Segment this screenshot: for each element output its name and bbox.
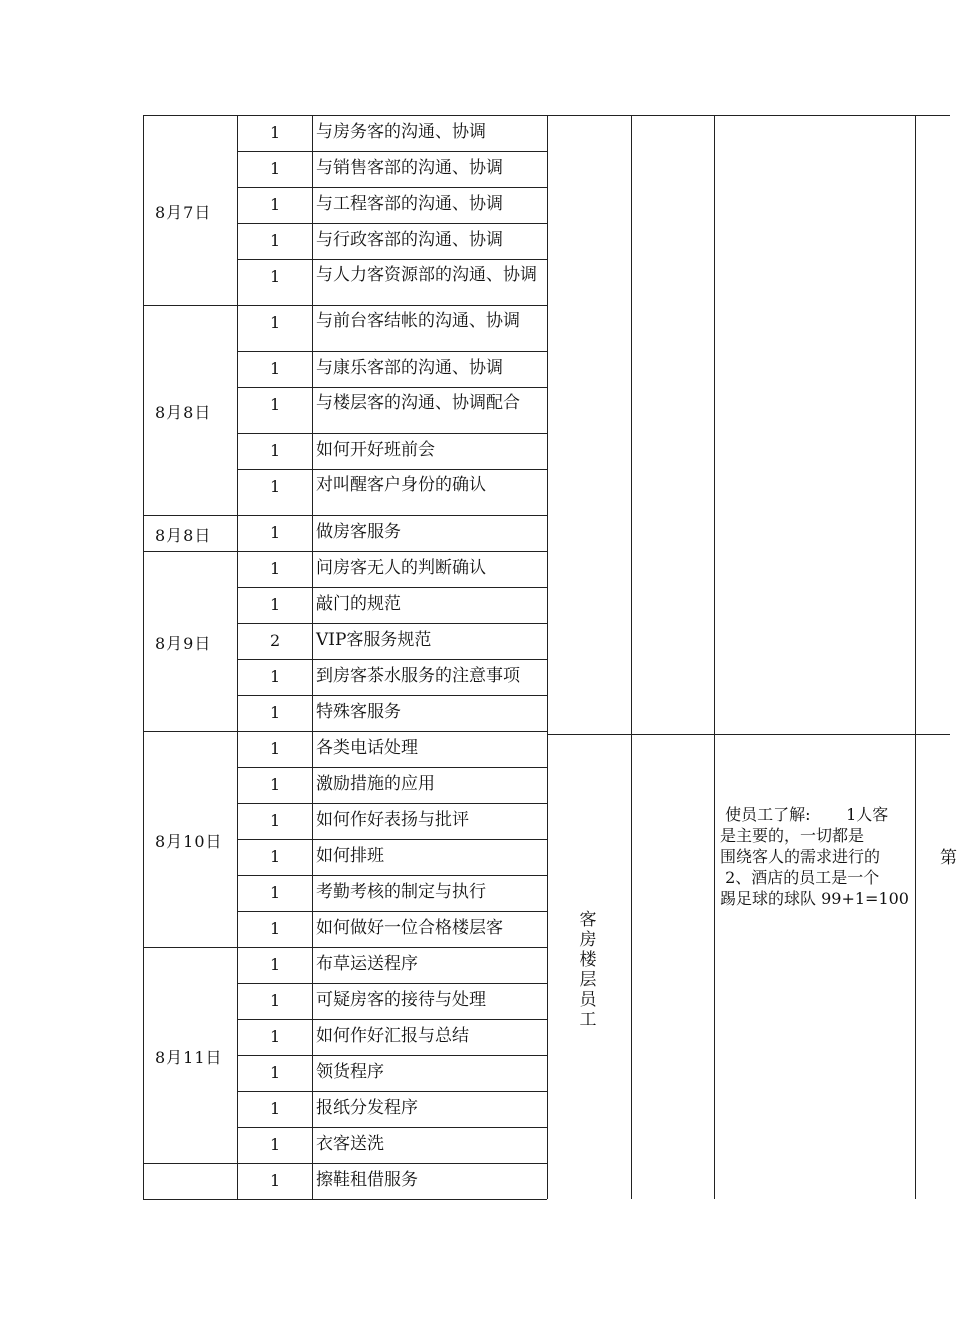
date-cell: 8月8日	[155, 403, 212, 422]
grid-line	[237, 551, 547, 552]
hours-cell: 1	[270, 667, 281, 686]
grid-line	[547, 734, 950, 735]
grid-line	[237, 983, 547, 984]
grid-line	[237, 803, 547, 804]
objective-line-3: 围绕客人的需求进行的	[720, 847, 881, 866]
grid-line	[237, 1163, 547, 1164]
grid-line	[237, 115, 238, 1199]
hours-cell: 1	[270, 883, 281, 902]
topic-cell: 敲门的规范	[316, 594, 401, 614]
objective-line-2: 是主要的，一切都是	[720, 826, 865, 845]
grid-line	[143, 1199, 547, 1200]
hours-cell: 1	[270, 1171, 281, 1190]
hours-cell: 2	[270, 631, 281, 650]
hours-cell: 1	[270, 267, 281, 286]
topic-cell: 如何排班	[316, 846, 384, 866]
date-cell: 8月10日	[155, 832, 223, 851]
grid-line	[237, 767, 547, 768]
grid-line	[312, 115, 313, 1199]
grid-line	[237, 1127, 547, 1128]
hours-cell: 1	[270, 955, 281, 974]
topic-cell: 特殊客服务	[316, 702, 401, 722]
hours-cell: 1	[270, 811, 281, 830]
topic-cell: 领货程序	[316, 1062, 384, 1082]
grid-line	[915, 115, 916, 1199]
grid-line	[143, 305, 237, 306]
hours-cell: 1	[270, 739, 281, 758]
topic-cell: 做房客服务	[316, 522, 401, 542]
hours-cell: 1	[270, 159, 281, 178]
hours-cell: 1	[270, 195, 281, 214]
date-cell: 8月9日	[155, 634, 212, 653]
hours-cell: 1	[270, 441, 281, 460]
topic-cell: 激励措施的应用	[316, 774, 435, 794]
hours-cell: 1	[270, 847, 281, 866]
topic-cell: 各类电话处理	[316, 738, 418, 758]
hours-cell: 1	[270, 1063, 281, 1082]
hours-cell: 1	[270, 991, 281, 1010]
grid-line	[237, 1055, 547, 1056]
grid-line	[237, 387, 547, 388]
hours-cell: 1	[270, 919, 281, 938]
hours-cell: 1	[270, 313, 281, 332]
participants-label: 客房楼层员工	[579, 910, 597, 1030]
hours-cell: 1	[270, 775, 281, 794]
grid-line	[237, 731, 547, 732]
objective-line-4: 2、酒店的员工是一个	[720, 868, 880, 887]
topic-cell: 如何做好一位合格楼层客	[316, 918, 503, 938]
grid-line	[237, 305, 547, 306]
grid-line	[237, 187, 547, 188]
grid-line	[143, 515, 237, 516]
topic-cell: 与行政客部的沟通、协调	[316, 230, 503, 250]
grid-line	[237, 623, 547, 624]
hours-cell: 1	[270, 559, 281, 578]
hours-cell: 1	[270, 523, 281, 542]
topic-cell: 到房客茶水服务的注意事项	[316, 666, 520, 686]
hours-cell: 1	[270, 123, 281, 142]
date-cell: 8月7日	[155, 203, 212, 222]
grid-line	[237, 515, 547, 516]
hours-cell: 1	[270, 1027, 281, 1046]
hours-cell: 1	[270, 477, 281, 496]
topic-cell: 对叫醒客户身份的确认	[316, 475, 486, 495]
grid-line	[143, 1163, 237, 1164]
grid-line	[237, 947, 547, 948]
topic-cell: 衣客送洗	[316, 1134, 384, 1154]
topic-cell: 布草运送程序	[316, 954, 418, 974]
edge-fragment: 第	[940, 848, 957, 868]
date-cell: 8月11日	[155, 1048, 223, 1067]
hours-cell: 1	[270, 1135, 281, 1154]
grid-line	[237, 351, 547, 352]
hours-cell: 1	[270, 231, 281, 250]
hours-cell: 1	[270, 703, 281, 722]
grid-line	[237, 433, 547, 434]
grid-line	[237, 223, 547, 224]
date-cell: 8月8日	[155, 526, 212, 545]
topic-cell: 与房务客的沟通、协调	[316, 122, 486, 142]
grid-line	[143, 115, 144, 1199]
topic-cell: 与康乐客部的沟通、协调	[316, 358, 503, 378]
grid-line	[237, 1091, 547, 1092]
grid-line	[143, 731, 237, 732]
hours-cell: 1	[270, 395, 281, 414]
topic-cell: 可疑房客的接待与处理	[316, 990, 486, 1010]
hours-cell: 1	[270, 359, 281, 378]
topic-cell: 与销售客部的沟通、协调	[316, 158, 503, 178]
topic-cell: VIP客服务规范	[316, 630, 432, 650]
grid-line	[237, 469, 547, 470]
grid-line	[237, 911, 547, 912]
hours-cell: 1	[270, 1099, 281, 1118]
topic-cell: 擦鞋租借服务	[316, 1170, 418, 1190]
topic-cell: 如何作好汇报与总结	[316, 1026, 469, 1046]
grid-line	[631, 115, 632, 1199]
objective-line-5: 踢足球的球队 99+1=100	[720, 889, 909, 908]
training-objective-note	[720, 804, 909, 909]
grid-line	[237, 151, 547, 152]
grid-line	[237, 259, 547, 260]
grid-line	[237, 1019, 547, 1020]
objective-line-1: 使员工了解: 1人客	[720, 805, 889, 824]
grid-line	[547, 115, 548, 1199]
grid-line	[143, 551, 237, 552]
topic-cell: 如何作好表扬与批评	[316, 810, 469, 830]
topic-cell: 考勤考核的制定与执行	[316, 882, 486, 902]
topic-cell: 与工程客部的沟通、协调	[316, 194, 503, 214]
grid-line	[143, 947, 237, 948]
topic-cell: 与楼层客的沟通、协调配合	[316, 393, 520, 413]
grid-line	[714, 115, 715, 1199]
topic-cell: 报纸分发程序	[316, 1098, 418, 1118]
topic-cell: 与前台客结帐的沟通、协调	[316, 311, 520, 331]
topic-cell: 如何开好班前会	[316, 440, 435, 460]
hours-cell: 1	[270, 595, 281, 614]
grid-line	[237, 839, 547, 840]
topic-cell: 与人力客资源部的沟通、协调	[316, 265, 537, 285]
grid-line	[237, 875, 547, 876]
topic-cell: 问房客无人的判断确认	[316, 558, 486, 578]
grid-line	[237, 659, 547, 660]
grid-line	[237, 695, 547, 696]
grid-line	[237, 587, 547, 588]
